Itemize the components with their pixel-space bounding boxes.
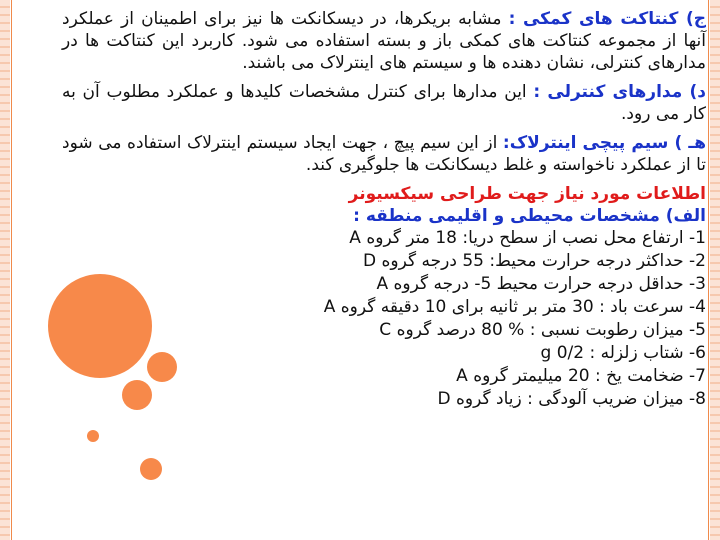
- left-border-decoration: [0, 0, 10, 540]
- list-item: 1- ارتفاع محل نصب از سطح دریا: 18 متر گروه A: [349, 228, 706, 248]
- list-item: 2- حداکثر درجه حرارت محیط: 55 درجه گروه D: [363, 251, 706, 271]
- list-item: 7- ضخامت یخ : 20 میلیمتر گروه A: [456, 366, 706, 386]
- paragraph-heading: د) مدارهای کنترلی :: [533, 82, 706, 102]
- list-item: 4- سرعت باد : 30 متر بر ثانیه برای 10 دقیقه گروه A: [323, 297, 706, 317]
- decorative-circle-small: [140, 458, 162, 480]
- paragraph-interlock-coil: [62, 132, 706, 176]
- right-border-decoration: [710, 0, 720, 540]
- paragraph-auxiliary-contacts: [62, 8, 706, 74]
- specification-list: [62, 227, 706, 411]
- paragraph-body: مشابه بریکرها، در دیسکانکت ها نیز برای اطمینان از عملکرد آنها از مجموعه کنتاکت های کمکی باز و بسته استفاده می شود. کاربرد این کنتاکت ها در مدارهای کنترلی، نشان دهنده ها و سیستم های اینترلاک می باشند.: [62, 9, 706, 73]
- list-item: 6- شتاب زلزله : 0/2 g: [540, 343, 706, 363]
- paragraph-control-circuits: [62, 81, 706, 125]
- section-title: اطلاعات مورد نیاز جهت طراحی سیکسیونر: [348, 184, 706, 204]
- slide-content: [62, 8, 706, 411]
- section-subtitle: الف) مشخصات محیطی و اقلیمی منطقه :: [353, 206, 706, 226]
- design-data-section: [62, 183, 706, 411]
- paragraph-body: این مدارها برای کنترل مشخصات کلیدها و عملکرد مطلوب آن به کار می رود.: [62, 82, 706, 124]
- paragraph-heading: هـ ) سیم پیچی اینترلاک:: [502, 133, 706, 153]
- decorative-circle-tiny: [87, 430, 99, 442]
- list-item: 8- میزان ضریب آلودگی : زیاد گروه D: [437, 389, 706, 409]
- list-item: 3- حداقل درجه حرارت محیط 5- درجه گروه A: [376, 274, 706, 294]
- list-item: 5- میزان رطوبت نسبی : % 80 درصد گروه C: [379, 320, 706, 340]
- paragraph-heading: ج) کنتاکت های کمکی :: [508, 9, 706, 29]
- paragraph-body: از این سیم پیچ ، جهت ایجاد سیستم اینترلاک استفاده می شود تا از عملکرد ناخواسته و غلط دیسکانکت ها جلوگیری کند.: [62, 133, 706, 175]
